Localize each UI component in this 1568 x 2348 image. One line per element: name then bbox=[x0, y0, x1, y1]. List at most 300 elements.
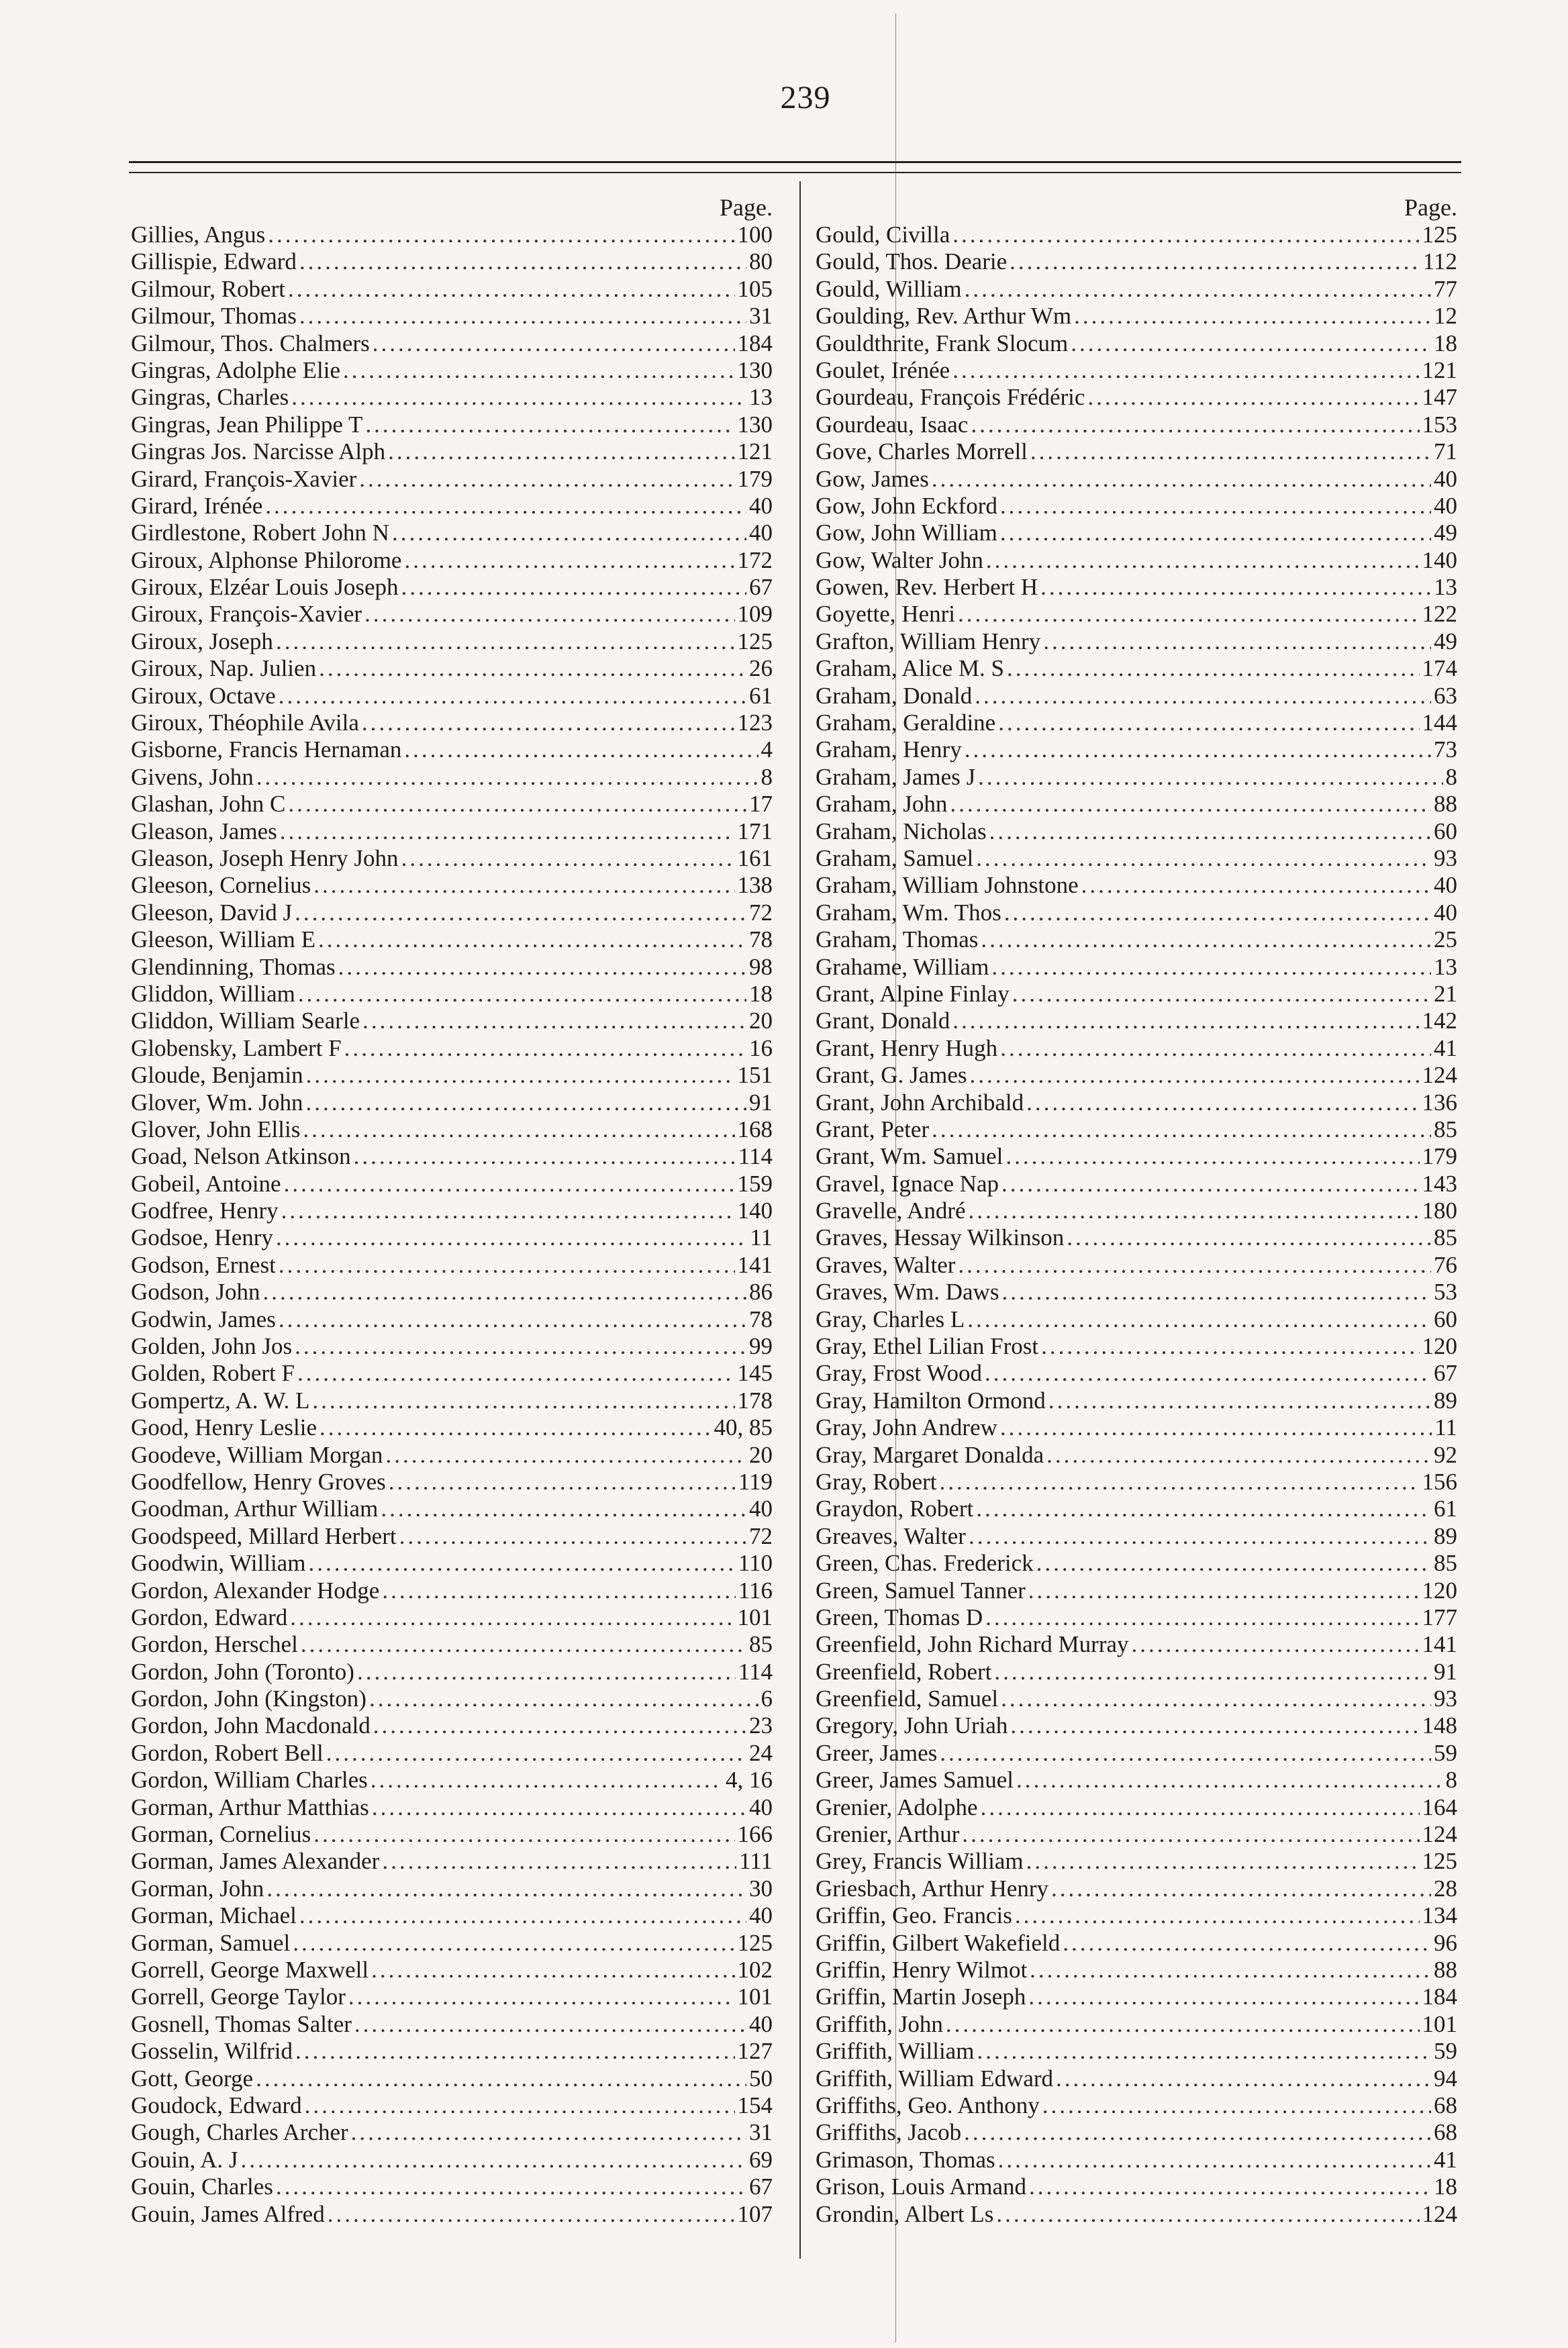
entry-name: Glover, John Ellis bbox=[131, 1116, 301, 1142]
entry-page-number: 85 bbox=[1434, 1224, 1457, 1251]
entry-name: Gould, William bbox=[816, 275, 962, 302]
dot-leader bbox=[404, 547, 734, 574]
entry-name: Gingras, Charles bbox=[131, 384, 289, 411]
dot-leader bbox=[965, 276, 1431, 303]
dot-leader bbox=[978, 764, 1442, 791]
dot-leader bbox=[1010, 1712, 1419, 1739]
entry-page-number: 25 bbox=[1434, 926, 1457, 953]
entry-name: Gray, Margaret Donalda bbox=[816, 1441, 1044, 1468]
index-entry bbox=[131, 2011, 775, 2038]
index-entry bbox=[131, 1116, 775, 1143]
index-entry bbox=[816, 1089, 1460, 1116]
entry-name: Griffin, Martin Joseph bbox=[816, 1984, 1026, 2010]
entry-name: Gleeson, David J bbox=[131, 899, 293, 926]
entry-page-number: 125 bbox=[1422, 1848, 1457, 1875]
entry-page-number: 40 bbox=[749, 1794, 773, 1820]
dot-leader bbox=[313, 872, 734, 899]
dot-leader bbox=[1040, 574, 1431, 601]
entry-page-number: 4 bbox=[761, 736, 773, 763]
dot-leader bbox=[952, 222, 1419, 248]
entry-page-number: 120 bbox=[1422, 1577, 1457, 1604]
entry-page-number: 6 bbox=[761, 1685, 773, 1712]
entry-page-number: 114 bbox=[738, 1658, 773, 1685]
index-entry bbox=[816, 276, 1460, 303]
index-entry bbox=[816, 1333, 1460, 1360]
entry-name: Goulding, Rev. Arthur Wm bbox=[816, 303, 1072, 330]
index-column-right bbox=[816, 193, 1460, 2228]
entry-name: Giroux, Octave bbox=[131, 682, 276, 709]
dot-leader bbox=[1071, 330, 1431, 357]
entry-page-number: 116 bbox=[738, 1577, 773, 1604]
entry-page-number: 26 bbox=[749, 655, 773, 682]
entry-page-number: 76 bbox=[1434, 1251, 1457, 1278]
index-entry bbox=[131, 547, 775, 574]
index-entry bbox=[131, 1577, 775, 1604]
index-entry bbox=[131, 438, 775, 465]
index-entry bbox=[816, 1252, 1460, 1279]
entry-name: Gow, James bbox=[816, 465, 929, 492]
entry-page-number: 59 bbox=[1434, 1739, 1457, 1766]
entry-page-number: 161 bbox=[737, 844, 773, 871]
entry-page-number: 154 bbox=[737, 2092, 773, 2118]
index-entry bbox=[131, 1469, 775, 1496]
index-entry bbox=[816, 1523, 1460, 1550]
entry-name: Gravelle, André bbox=[816, 1197, 966, 1224]
entry-page-number: 125 bbox=[737, 1929, 773, 1956]
entry-page-number: 174 bbox=[1422, 655, 1457, 682]
index-entry bbox=[131, 2173, 775, 2200]
index-entry bbox=[131, 601, 775, 628]
index-entry bbox=[816, 2038, 1460, 2065]
entry-name: Glashan, John C bbox=[131, 791, 286, 818]
dot-leader bbox=[306, 1062, 735, 1089]
entry-name: Griesbach, Arthur Henry bbox=[816, 1875, 1048, 1902]
dot-leader bbox=[392, 520, 746, 546]
entry-page-number: 40 bbox=[1434, 465, 1457, 492]
entry-page-number: 124 bbox=[1422, 1062, 1457, 1089]
entry-page-number: 8 bbox=[1445, 763, 1457, 790]
index-entry bbox=[131, 1442, 775, 1469]
index-entry bbox=[131, 1740, 775, 1767]
dot-leader bbox=[280, 818, 735, 845]
entry-page-number: 59 bbox=[1434, 2038, 1457, 2065]
dot-leader bbox=[991, 954, 1431, 981]
dot-leader bbox=[976, 845, 1431, 872]
entry-name: Good, Henry Leslie bbox=[131, 1414, 317, 1441]
index-entry bbox=[131, 1957, 775, 1984]
entry-name: Goad, Nelson Atkinson bbox=[131, 1143, 351, 1170]
entry-name: Girard, Irénée bbox=[131, 492, 263, 519]
dot-leader bbox=[382, 1848, 736, 1875]
index-entry bbox=[816, 1550, 1460, 1577]
entry-page-number: 40 bbox=[1434, 899, 1457, 926]
dot-leader bbox=[372, 1794, 746, 1821]
index-entry bbox=[816, 1875, 1460, 1902]
index-entry bbox=[816, 710, 1460, 736]
entry-page-number: 121 bbox=[737, 438, 773, 465]
dot-leader bbox=[1000, 1414, 1432, 1441]
index-entry bbox=[131, 1197, 775, 1224]
index-entry bbox=[816, 248, 1460, 275]
entry-page-number: 30 bbox=[749, 1875, 773, 1902]
entry-page-number: 89 bbox=[1434, 1522, 1457, 1549]
index-entry bbox=[816, 2092, 1460, 2119]
dot-leader bbox=[967, 1306, 1431, 1333]
entry-name: Godson, John bbox=[131, 1279, 260, 1306]
dot-leader bbox=[295, 2038, 735, 2065]
index-entry bbox=[816, 872, 1460, 899]
entry-page-number: 101 bbox=[737, 1984, 773, 2010]
entry-page-number: 92 bbox=[1434, 1441, 1457, 1468]
entry-page-number: 50 bbox=[749, 2065, 773, 2092]
entry-page-number: 88 bbox=[1434, 1957, 1457, 1983]
index-entry bbox=[816, 655, 1460, 682]
entry-name: Giroux, Elzéar Louis Joseph bbox=[131, 574, 399, 601]
entry-page-number: 143 bbox=[1422, 1170, 1457, 1197]
dot-leader bbox=[389, 1469, 736, 1496]
entry-name: Grondin, Albert Ls bbox=[816, 2200, 994, 2227]
entry-page-number: 147 bbox=[1422, 384, 1457, 411]
entry-page-number: 101 bbox=[1422, 2010, 1457, 2037]
entry-name: Greenfield, Robert bbox=[816, 1658, 992, 1685]
entry-name: Gordon, Edward bbox=[131, 1604, 288, 1630]
entry-name: Gleeson, William E bbox=[131, 926, 315, 953]
index-entry bbox=[816, 493, 1460, 520]
entry-name: Gorman, Arthur Matthias bbox=[131, 1794, 369, 1820]
index-entry bbox=[131, 1143, 775, 1170]
index-entry bbox=[131, 1496, 775, 1522]
index-entry bbox=[816, 1659, 1460, 1685]
dot-leader bbox=[303, 1116, 734, 1143]
entry-page-number: 125 bbox=[737, 628, 773, 654]
index-entry bbox=[131, 1224, 775, 1251]
entry-name: Goodwin, William bbox=[131, 1550, 306, 1577]
index-entry bbox=[131, 1902, 775, 1929]
entry-name: Gorman, James Alexander bbox=[131, 1848, 380, 1875]
index-entry bbox=[816, 1224, 1460, 1251]
dot-leader bbox=[1015, 1902, 1420, 1929]
dot-leader bbox=[952, 1008, 1419, 1034]
entry-name: Gordon, William Charles bbox=[131, 1767, 368, 1794]
index-entry bbox=[131, 981, 775, 1008]
entry-name: Gouin, James Alfred bbox=[131, 2200, 325, 2227]
dot-leader bbox=[1007, 655, 1420, 682]
index-entry bbox=[816, 357, 1460, 384]
dot-leader bbox=[354, 1143, 736, 1170]
entry-page-number: 125 bbox=[1422, 222, 1457, 248]
index-entry bbox=[816, 438, 1460, 465]
dot-leader bbox=[1048, 1387, 1431, 1414]
entry-page-number: 28 bbox=[1434, 1875, 1457, 1902]
entry-page-number: 53 bbox=[1434, 1279, 1457, 1306]
index-entry bbox=[131, 818, 775, 845]
index-entry bbox=[816, 520, 1460, 546]
dot-leader bbox=[281, 1197, 735, 1224]
index-entry bbox=[816, 1387, 1460, 1414]
dot-leader bbox=[328, 2201, 735, 2228]
entry-name: Gisborne, Francis Hernaman bbox=[131, 736, 402, 763]
entry-page-number: 136 bbox=[1422, 1089, 1457, 1116]
entry-name: Gingras, Jean Philippe T bbox=[131, 411, 363, 438]
index-entry bbox=[131, 1848, 775, 1875]
entry-name: Gourdeau, François Frédéric bbox=[816, 384, 1085, 411]
entry-name: Gosselin, Wilfrid bbox=[131, 2038, 293, 2065]
dot-leader bbox=[279, 1306, 746, 1333]
index-entry bbox=[131, 1930, 775, 1957]
index-column-left bbox=[131, 193, 775, 2228]
index-entry bbox=[816, 574, 1460, 601]
entry-page-number: 31 bbox=[749, 303, 773, 330]
entry-page-number: 130 bbox=[737, 411, 773, 438]
dot-leader bbox=[939, 1469, 1419, 1496]
entry-page-number: 100 bbox=[737, 222, 773, 248]
dot-leader bbox=[354, 2011, 746, 2038]
entry-name: Graves, Walter bbox=[816, 1251, 956, 1278]
dot-leader bbox=[1026, 1848, 1420, 1875]
entry-name: Godwin, James bbox=[131, 1306, 276, 1332]
entry-name: Goodman, Arthur William bbox=[131, 1496, 379, 1522]
dot-leader bbox=[385, 1442, 746, 1469]
index-entry bbox=[816, 1740, 1460, 1767]
entry-name: Globensky, Lambert F bbox=[131, 1034, 342, 1061]
entry-page-number: 166 bbox=[737, 1821, 773, 1848]
dot-leader bbox=[1000, 1035, 1431, 1062]
entry-name: Graham, Donald bbox=[816, 682, 973, 709]
entry-name: Gregory, John Uriah bbox=[816, 1712, 1008, 1739]
index-entry bbox=[816, 1116, 1460, 1143]
index-entry bbox=[816, 1577, 1460, 1604]
dot-leader bbox=[940, 1740, 1431, 1767]
index-entry bbox=[131, 222, 775, 248]
index-entry bbox=[131, 2147, 775, 2173]
entry-page-number: 109 bbox=[737, 601, 773, 628]
dot-leader bbox=[343, 357, 734, 384]
index-entry bbox=[816, 222, 1460, 248]
entry-name: Giroux, Nap. Julien bbox=[131, 655, 317, 682]
entry-name: Grant, G. James bbox=[816, 1062, 967, 1089]
entry-page-number: 17 bbox=[749, 791, 773, 818]
index-entry bbox=[131, 1414, 775, 1441]
dot-leader bbox=[364, 601, 734, 628]
entry-page-number: 67 bbox=[1434, 1360, 1457, 1387]
entry-name: Glendinning, Thomas bbox=[131, 953, 336, 980]
entry-name: Goodspeed, Millard Herbert bbox=[131, 1522, 397, 1549]
index-entry bbox=[131, 1550, 775, 1577]
entry-name: Gordon, John (Toronto) bbox=[131, 1658, 354, 1685]
dot-leader bbox=[295, 1333, 746, 1360]
index-entry bbox=[816, 818, 1460, 845]
dot-leader bbox=[312, 1387, 734, 1414]
dot-leader bbox=[279, 683, 746, 710]
index-entry bbox=[131, 845, 775, 872]
index-entry bbox=[816, 1442, 1460, 1469]
entry-page-number: 179 bbox=[737, 465, 773, 492]
entry-page-number: 41 bbox=[1434, 2146, 1457, 2173]
dot-leader bbox=[971, 411, 1419, 438]
entry-name: Goodfellow, Henry Groves bbox=[131, 1468, 386, 1495]
dot-leader bbox=[1043, 628, 1431, 655]
index-entry bbox=[131, 1008, 775, 1034]
index-entry bbox=[816, 2173, 1460, 2200]
entry-name: Gingras, Adolphe Elie bbox=[131, 356, 341, 383]
index-entries-left bbox=[131, 222, 775, 2228]
dot-leader bbox=[351, 2119, 746, 2146]
entry-name: Gray, John Andrew bbox=[816, 1414, 997, 1441]
entry-name: Golden, Robert F bbox=[131, 1360, 295, 1387]
index-entry bbox=[131, 628, 775, 655]
dot-leader bbox=[1029, 2173, 1431, 2200]
entry-page-number: 105 bbox=[737, 275, 773, 302]
dot-leader bbox=[958, 601, 1420, 628]
dot-leader bbox=[969, 1197, 1420, 1224]
dot-leader bbox=[989, 818, 1431, 845]
entry-name: Gordon, Robert Bell bbox=[131, 1739, 324, 1766]
index-entry bbox=[131, 1604, 775, 1631]
dot-leader bbox=[279, 1252, 735, 1279]
index-entry bbox=[131, 357, 775, 384]
index-entry bbox=[131, 2038, 775, 2065]
index-entry bbox=[131, 1387, 775, 1414]
entry-name: Graham, Geraldine bbox=[816, 710, 996, 736]
index-entry bbox=[816, 764, 1460, 791]
entry-page-number: 168 bbox=[737, 1116, 773, 1142]
entry-page-number: 12 bbox=[1434, 303, 1457, 330]
entry-page-number: 96 bbox=[1434, 1929, 1457, 1956]
entry-page-number: 122 bbox=[1422, 601, 1457, 628]
entry-name: Gorrell, George Maxwell bbox=[131, 1957, 369, 1983]
dot-leader bbox=[265, 493, 746, 520]
entry-name: Gosnell, Thomas Salter bbox=[131, 2010, 352, 2037]
dot-leader bbox=[998, 2147, 1431, 2173]
dot-leader bbox=[1001, 1685, 1431, 1712]
entry-page-number: 18 bbox=[1434, 2173, 1457, 2200]
index-entry bbox=[131, 1089, 775, 1116]
entry-page-number: 98 bbox=[749, 953, 773, 980]
entry-page-number: 31 bbox=[749, 2119, 773, 2146]
index-entry bbox=[131, 248, 775, 275]
entry-name: Gilmour, Thos. Chalmers bbox=[131, 330, 370, 356]
dot-leader bbox=[1010, 248, 1420, 275]
entry-page-number: 60 bbox=[1434, 1306, 1457, 1332]
entry-name: Gorrell, George Taylor bbox=[131, 1984, 346, 2010]
dot-leader bbox=[1028, 1577, 1420, 1604]
index-entry bbox=[131, 2201, 775, 2228]
entry-page-number: 99 bbox=[749, 1333, 773, 1360]
index-entry bbox=[131, 466, 775, 493]
entry-page-number: 172 bbox=[737, 546, 773, 573]
dot-leader bbox=[1067, 1224, 1431, 1251]
entry-name: Gordon, John (Kingston) bbox=[131, 1685, 366, 1712]
index-entry bbox=[131, 736, 775, 763]
entry-page-number: 13 bbox=[749, 384, 773, 411]
entry-page-number: 89 bbox=[1434, 1387, 1457, 1414]
entry-page-number: 171 bbox=[737, 818, 773, 844]
dot-leader bbox=[1074, 303, 1431, 330]
entry-page-number: 78 bbox=[749, 1306, 773, 1332]
index-entry bbox=[131, 899, 775, 926]
index-entry bbox=[131, 872, 775, 899]
entry-page-number: 124 bbox=[1422, 2200, 1457, 2227]
index-entry bbox=[816, 1143, 1460, 1170]
dot-leader bbox=[284, 1171, 735, 1197]
dot-leader bbox=[319, 655, 746, 682]
entry-name: Gorman, John bbox=[131, 1875, 264, 1902]
entry-page-number: 112 bbox=[1422, 248, 1457, 275]
dot-leader bbox=[1042, 2092, 1431, 2119]
entry-name: Greer, James Samuel bbox=[816, 1767, 1014, 1794]
index-entry bbox=[131, 1767, 775, 1794]
entry-page-number: 101 bbox=[737, 1604, 773, 1630]
entry-name: Griffith, William Edward bbox=[816, 2065, 1054, 2092]
entry-page-number: 40 bbox=[749, 1902, 773, 1929]
entry-page-number: 145 bbox=[737, 1360, 773, 1387]
entry-page-number: 114 bbox=[738, 1143, 773, 1170]
entry-page-number: 88 bbox=[1434, 791, 1457, 818]
entry-name: Gouin, Charles bbox=[131, 2173, 273, 2200]
entry-page-number: 180 bbox=[1422, 1197, 1457, 1224]
dot-leader bbox=[952, 357, 1419, 384]
entry-page-number: 23 bbox=[749, 1712, 773, 1739]
entry-page-number: 40 bbox=[749, 492, 773, 519]
entry-name: Greenfield, Samuel bbox=[816, 1685, 999, 1712]
entry-name: Gott, George bbox=[131, 2065, 254, 2092]
dot-leader bbox=[298, 981, 746, 1008]
index-entry bbox=[816, 628, 1460, 655]
index-entry bbox=[816, 791, 1460, 818]
entry-name: Gobeil, Antoine bbox=[131, 1170, 281, 1197]
index-entry bbox=[816, 1604, 1460, 1631]
entry-page-number: 141 bbox=[737, 1251, 773, 1278]
entry-name: Gillies, Angus bbox=[131, 222, 266, 248]
index-entry bbox=[816, 1035, 1460, 1062]
entry-name: Gloude, Benjamin bbox=[131, 1062, 303, 1089]
entry-name: Grahame, William bbox=[816, 953, 989, 980]
entry-page-number: 120 bbox=[1422, 1333, 1457, 1360]
index-entry bbox=[131, 764, 775, 791]
entry-name: Gravel, Ignace Nap bbox=[816, 1170, 999, 1197]
index-entry bbox=[816, 1767, 1460, 1794]
entry-page-number: 72 bbox=[749, 899, 773, 926]
index-entry bbox=[816, 411, 1460, 438]
index-entry bbox=[816, 926, 1460, 953]
index-entry bbox=[816, 1712, 1460, 1739]
entry-name: Grant, Wm. Samuel bbox=[816, 1143, 1003, 1170]
entry-name: Graham, Thomas bbox=[816, 926, 979, 953]
dot-leader bbox=[1016, 1767, 1442, 1794]
dot-leader bbox=[401, 574, 746, 601]
dot-leader bbox=[240, 2147, 746, 2173]
entry-page-number: 151 bbox=[737, 1062, 773, 1089]
index-entry bbox=[131, 1035, 775, 1062]
entry-name: Gray, Ethel Lilian Frost bbox=[816, 1333, 1039, 1360]
entry-page-number: 61 bbox=[749, 682, 773, 709]
dot-leader bbox=[932, 466, 1431, 493]
entry-page-number: 40 bbox=[749, 2010, 773, 2037]
entry-name: Girdlestone, Robert John N bbox=[131, 520, 389, 546]
index-entry bbox=[131, 1062, 775, 1089]
column-header-page: Page. bbox=[720, 194, 773, 221]
entry-name: Green, Samuel Tanner bbox=[816, 1577, 1026, 1604]
entry-page-number: 80 bbox=[749, 248, 773, 275]
index-entry bbox=[131, 1333, 775, 1360]
dot-leader bbox=[308, 1550, 735, 1577]
entry-page-number: 72 bbox=[749, 1522, 773, 1549]
entry-name: Girard, François-Xavier bbox=[131, 465, 357, 492]
index-entry bbox=[816, 466, 1460, 493]
entry-page-number: 13 bbox=[1434, 574, 1457, 601]
index-entry bbox=[816, 1930, 1460, 1957]
entry-name: Grant, Alpine Finlay bbox=[816, 980, 1010, 1007]
